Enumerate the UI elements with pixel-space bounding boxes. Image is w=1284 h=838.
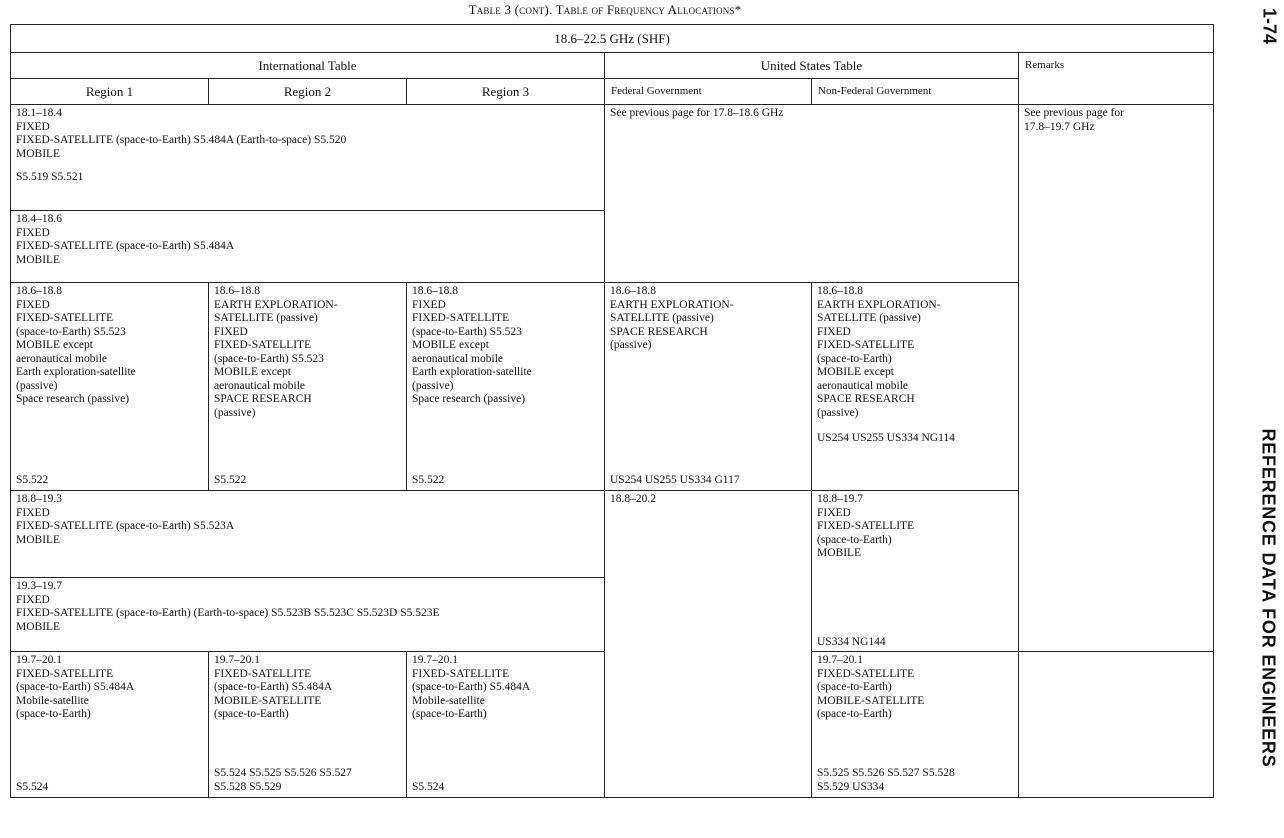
allocation-cell-18-8: [11, 491, 605, 578]
international-table-header: International Table: [11, 53, 605, 79]
footnotes: S5.528 S5.529: [214, 780, 282, 793]
service-line: (space-to-Earth): [412, 708, 487, 720]
service-line: (space-to-Earth): [817, 533, 892, 546]
band-range: 18.1–18.4: [16, 107, 62, 119]
federal-header: Federal Government: [605, 79, 812, 105]
service-line: FIXED: [817, 506, 851, 519]
service-line: MOBILE except: [214, 366, 291, 378]
band-range: 19.3–19.7: [16, 580, 62, 593]
service-line: FIXED: [16, 593, 50, 606]
service-line: (space-to-Earth): [817, 708, 892, 720]
nonfederal-cell-19-7: [812, 652, 1019, 798]
band-range: 18.6–18.8: [412, 285, 458, 297]
band-range: 19.7–20.1: [412, 654, 458, 666]
remarks-header: Remarks: [1019, 53, 1214, 79]
band-range: 18.8–19.3: [16, 493, 62, 505]
service-line: Earth exploration-satellite: [412, 366, 532, 378]
service-line: (space-to-Earth): [214, 708, 289, 720]
footnotes: S5.524: [412, 780, 445, 793]
band-range: 18.6–18.8: [817, 285, 863, 297]
service-line: (passive): [16, 379, 58, 392]
service-line: MOBILE: [16, 147, 61, 160]
service-line: FIXED-SATELLITE (space-to-Earth) S5.484A: [16, 240, 235, 252]
nonfederal-cell-18-8: [812, 491, 1019, 652]
service-line: aeronautical mobile: [412, 352, 504, 365]
service-line: (passive): [610, 339, 652, 351]
service-line: Earth exploration-satellite: [16, 366, 136, 378]
band-range: 18.4–18.6: [16, 213, 62, 225]
service-line: SPACE RESEARCH: [214, 393, 312, 405]
footnotes: US254 US255 US334 NG114: [817, 432, 955, 444]
nonfederal-cell-18-6: [812, 283, 1019, 491]
service-line: aeronautical mobile: [214, 379, 306, 392]
service-line: SPACE RESEARCH: [817, 393, 915, 405]
allocation-cell-18-4: [11, 211, 605, 283]
service-line: MOBILE except: [16, 339, 93, 351]
service-line: FIXED: [16, 506, 50, 519]
band-range: 19.7–20.1: [817, 654, 863, 666]
region2-cell-19-7: [209, 652, 407, 798]
service-line: (passive): [412, 379, 454, 392]
footnotes: US334 NG144: [817, 635, 886, 648]
footnotes: S5.525 S5.526 S5.527 S5.528: [817, 767, 955, 779]
section-title: [1256, 360, 1280, 836]
band-range: 18.6–18.8: [610, 285, 656, 297]
remark-line-1: See previous page for: [1024, 107, 1124, 119]
service-line: FIXED-SATELLITE (space-to-Earth) S5.523A: [16, 520, 235, 532]
us-table-header: United States Table: [605, 53, 1019, 79]
region3-cell-18-6: [407, 283, 605, 491]
band-header: 18.6–22.5 GHz (SHF): [11, 25, 1214, 53]
region3-cell-19-7: [407, 652, 605, 798]
service-line: MOBILE: [16, 533, 61, 546]
service-line: MOBILE except: [817, 366, 894, 378]
service-line: FIXED-SATELLITE: [817, 520, 915, 532]
service-line: (space-to-Earth) S5.484A: [214, 681, 333, 693]
service-line: FIXED: [214, 325, 248, 338]
page-number-text: 1-74: [1259, 7, 1280, 45]
footnotes: S5.524: [16, 780, 49, 793]
footnotes: S5.522: [412, 473, 445, 486]
service-line: aeronautical mobile: [817, 379, 909, 392]
service-line: FIXED-SATELLITE: [214, 339, 312, 351]
footnotes: US254 US255 US334 G117: [610, 473, 740, 486]
service-line: FIXED: [412, 298, 446, 311]
service-line: MOBILE-SATELLITE: [817, 694, 925, 707]
service-line: SATELLITE (passive): [214, 312, 318, 324]
frequency-allocation-table: [10, 24, 1214, 798]
service-line: Mobile-satellite: [412, 694, 485, 707]
region1-cell-19-7: [11, 652, 209, 798]
band-range: 18.6–18.8: [16, 285, 62, 297]
us-note: See previous page for 17.8–18.6 GHz: [610, 107, 784, 119]
nonfederal-header: Non-Federal Government: [812, 79, 1019, 105]
table-group-header-row: [11, 53, 1214, 79]
band-range: 18.8–20.2: [610, 493, 656, 505]
federal-cell-18-8: [605, 491, 812, 798]
allocation-cell-18-1: [11, 105, 605, 211]
service-line: FIXED: [16, 120, 50, 133]
service-line: FIXED-SATELLITE (space-to-Earth) S5.484A (Earth-to-space) S5.520: [16, 134, 347, 146]
service-line: EARTH EXPLORATION-: [214, 298, 338, 311]
footnotes: S5.524 S5.525 S5.526 S5.527: [214, 767, 352, 779]
service-line: Space research (passive): [412, 393, 526, 405]
service-line: MOBILE: [16, 253, 61, 266]
page-number: [1256, 6, 1282, 46]
footnotes: S5.529 US334: [817, 780, 885, 793]
us-note-cell: [605, 105, 1019, 283]
region3-header: Region 3: [407, 79, 605, 105]
footnotes: S5.522: [16, 473, 49, 486]
section-title-text: REFERENCE DATA FOR ENGINEERS: [1258, 428, 1279, 768]
federal-cell-18-6: [605, 283, 812, 491]
service-line: FIXED-SATELLITE: [817, 667, 915, 680]
service-line: (passive): [817, 406, 859, 419]
service-line: aeronautical mobile: [16, 352, 108, 365]
service-line: (space-to-Earth) S5.484A: [412, 681, 531, 693]
service-line: EARTH EXPLORATION-: [817, 298, 941, 311]
service-line: MOBILE: [817, 547, 862, 559]
service-line: EARTH EXPLORATION-: [610, 298, 734, 311]
remarks-cell: [1019, 105, 1214, 652]
region2-header: Region 2: [209, 79, 407, 105]
service-line: MOBILE-SATELLITE: [214, 694, 322, 707]
service-line: (passive): [214, 406, 256, 419]
allocation-cell-19-3: [11, 578, 605, 652]
band-range: 19.7–20.1: [214, 654, 260, 666]
region-header-row: [11, 79, 1214, 105]
service-line: FIXED-SATELLITE: [214, 667, 312, 680]
service-line: FIXED-SATELLITE: [16, 312, 114, 324]
service-line: Mobile-satellite: [16, 694, 89, 707]
service-line: MOBILE: [16, 620, 61, 633]
band-header-row: [11, 25, 1214, 53]
service-line: (space-to-Earth): [817, 681, 892, 693]
service-line: FIXED-SATELLITE: [412, 667, 510, 680]
service-line: (space-to-Earth) S5.523: [16, 325, 126, 338]
service-line: FIXED-SATELLITE: [817, 339, 915, 351]
service-line: Space research (passive): [16, 393, 130, 405]
band-range: 19.7–20.1: [16, 654, 62, 666]
band-range: 18.6–18.8: [214, 285, 260, 297]
service-line: (space-to-Earth): [817, 352, 892, 365]
service-line: MOBILE except: [412, 339, 489, 351]
region2-cell-18-6: [209, 283, 407, 491]
service-line: SATELLITE (passive): [610, 312, 714, 324]
remarks-header-spacer: [1019, 79, 1214, 105]
footnotes: S5.522: [214, 473, 247, 486]
service-line: FIXED-SATELLITE: [16, 667, 114, 680]
region1-cell-18-6: [11, 283, 209, 491]
service-line: FIXED-SATELLITE (space-to-Earth) (Earth-to-space) S5.523B S5.523C S5.523D S5.523E: [16, 607, 440, 620]
table-caption: Table 3 (cont). Table of Frequency Allocations*: [468, 2, 742, 17]
service-line: (space-to-Earth) S5.523: [412, 325, 522, 338]
footnotes: S5.519 S5.521: [16, 171, 84, 183]
region1-header: Region 1: [11, 79, 209, 105]
service-line: SPACE RESEARCH: [610, 325, 708, 338]
band-range: 18.8–19.7: [817, 493, 863, 505]
service-line: FIXED: [817, 325, 851, 338]
table-row: [11, 105, 1214, 211]
remarks-cell-19-7: [1019, 652, 1214, 798]
service-line: SATELLITE (passive): [817, 312, 921, 324]
remark-line-2: 17.8–19.7 GHz: [1024, 120, 1095, 133]
service-line: (space-to-Earth): [16, 708, 91, 720]
service-line: (space-to-Earth) S5.523: [214, 352, 324, 365]
service-line: FIXED: [16, 226, 50, 239]
service-line: FIXED: [16, 298, 50, 311]
service-line: FIXED-SATELLITE: [412, 312, 510, 324]
service-line: (space-to-Earth) S5.484A: [16, 681, 135, 693]
